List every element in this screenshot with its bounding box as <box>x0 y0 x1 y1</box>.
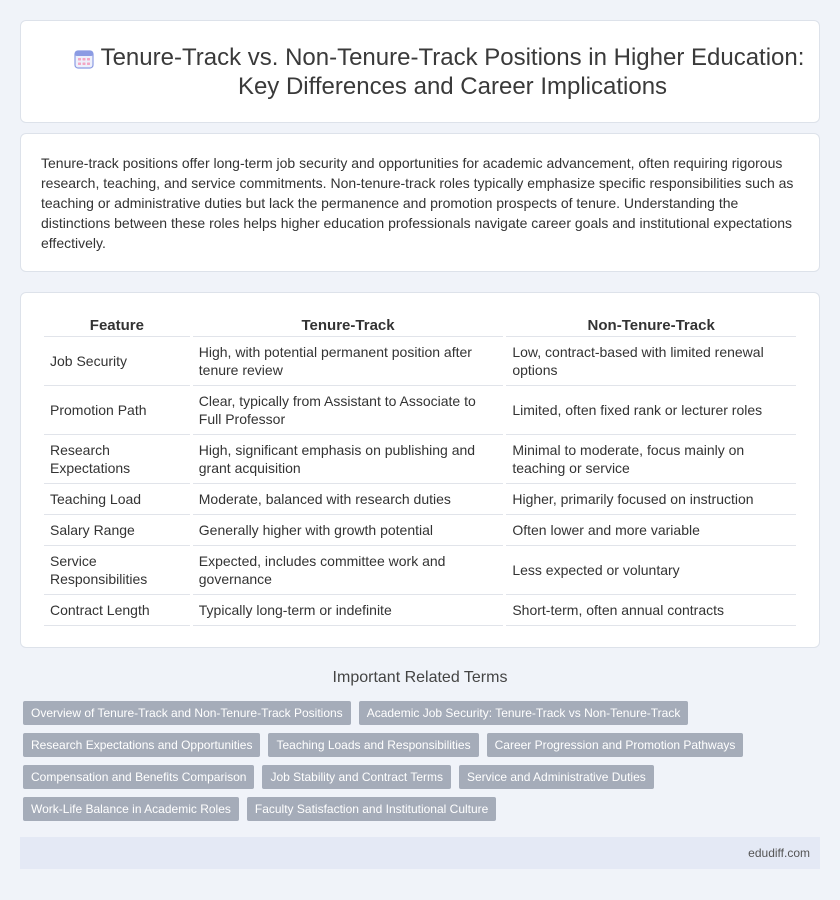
related-terms-heading: Important Related Terms <box>332 669 508 686</box>
non-tenure-track-cell: Short-term, often annual contracts <box>506 595 796 626</box>
table-row <box>44 435 796 484</box>
intro-paragraph: Tenure-track positions offer long-term job security and opportunities for academic advancement, often requiring rigorous research, teaching, and service commitments. Non-tenure-track roles typically emphasize specific responsibilities such as teaching or administrative duties but lack the permanence and promotion prospects of tenure. Understanding the distinctions between these roles helps higher education professionals navigate career goals and institutional expectations effectively. <box>41 155 794 251</box>
non-tenure-track-cell: Often lower and more variable <box>506 515 796 546</box>
table-row <box>44 546 796 595</box>
footer <box>20 837 820 869</box>
non-tenure-track-cell: Less expected or voluntary <box>506 546 796 595</box>
tenure-track-cell: Clear, typically from Assistant to Associate to Full Professor <box>193 386 504 435</box>
tenure-track-cell: High, significant emphasis on publishing and grant acquisition <box>193 435 504 484</box>
tenure-track-cell: High, with potential permanent position after tenure review <box>193 337 504 386</box>
related-term-tag[interactable]: Academic Job Security: Tenure-Track vs Non-Tenure-Track <box>359 701 689 725</box>
related-term-tag[interactable]: Career Progression and Promotion Pathways <box>487 733 744 757</box>
tenure-track-cell: Expected, includes committee work and governance <box>193 546 504 595</box>
comparison-table <box>41 315 799 626</box>
table-row <box>44 595 796 626</box>
table-row <box>44 337 796 386</box>
page-title: Tenure-Track vs. Non-Tenure-Track Positions in Higher Education: Key Differences and Career Implications <box>100 44 805 100</box>
non-tenure-track-cell: Higher, primarily focused on instruction <box>506 484 796 515</box>
table-header-row <box>44 315 796 337</box>
footer-site-name[interactable]: edudiff.com <box>748 846 810 860</box>
feature-cell: Teaching Load <box>44 484 190 515</box>
calendar-icon <box>73 48 95 70</box>
comparison-card <box>20 292 820 648</box>
table-row <box>44 484 796 515</box>
feature-cell: Contract Length <box>44 595 190 626</box>
related-term-tag[interactable]: Teaching Loads and Responsibilities <box>268 733 478 757</box>
related-term-tag[interactable]: Compensation and Benefits Comparison <box>23 765 254 789</box>
intro-card <box>20 133 820 272</box>
non-tenure-track-cell: Minimal to moderate, focus mainly on teaching or service <box>506 435 796 484</box>
table-row <box>44 386 796 435</box>
feature-cell: Promotion Path <box>44 386 190 435</box>
related-term-tag[interactable]: Work-Life Balance in Academic Roles <box>23 797 239 821</box>
related-term-tag[interactable]: Overview of Tenure-Track and Non-Tenure-Track Positions <box>23 701 351 725</box>
related-term-tag[interactable]: Research Expectations and Opportunities <box>23 733 260 757</box>
related-term-tag[interactable]: Service and Administrative Duties <box>459 765 654 789</box>
feature-cell: Service Responsibilities <box>44 546 190 595</box>
header-feature: Feature <box>44 315 190 337</box>
tenure-track-cell: Moderate, balanced with research duties <box>193 484 504 515</box>
related-term-tag[interactable]: Faculty Satisfaction and Institutional Culture <box>247 797 496 821</box>
feature-cell: Research Expectations <box>44 435 190 484</box>
feature-cell: Job Security <box>44 337 190 386</box>
non-tenure-track-cell: Limited, often fixed rank or lecturer roles <box>506 386 796 435</box>
tenure-track-cell: Typically long-term or indefinite <box>193 595 504 626</box>
feature-cell: Salary Range <box>44 515 190 546</box>
non-tenure-track-cell: Low, contract-based with limited renewal options <box>506 337 796 386</box>
related-terms-list <box>23 701 783 821</box>
tenure-track-cell: Generally higher with growth potential <box>193 515 504 546</box>
table-row <box>44 515 796 546</box>
header-tenure-track: Tenure-Track <box>193 315 504 337</box>
title-card <box>20 20 820 123</box>
header-non-tenure-track: Non-Tenure-Track <box>506 315 796 337</box>
related-term-tag[interactable]: Job Stability and Contract Terms <box>262 765 451 789</box>
